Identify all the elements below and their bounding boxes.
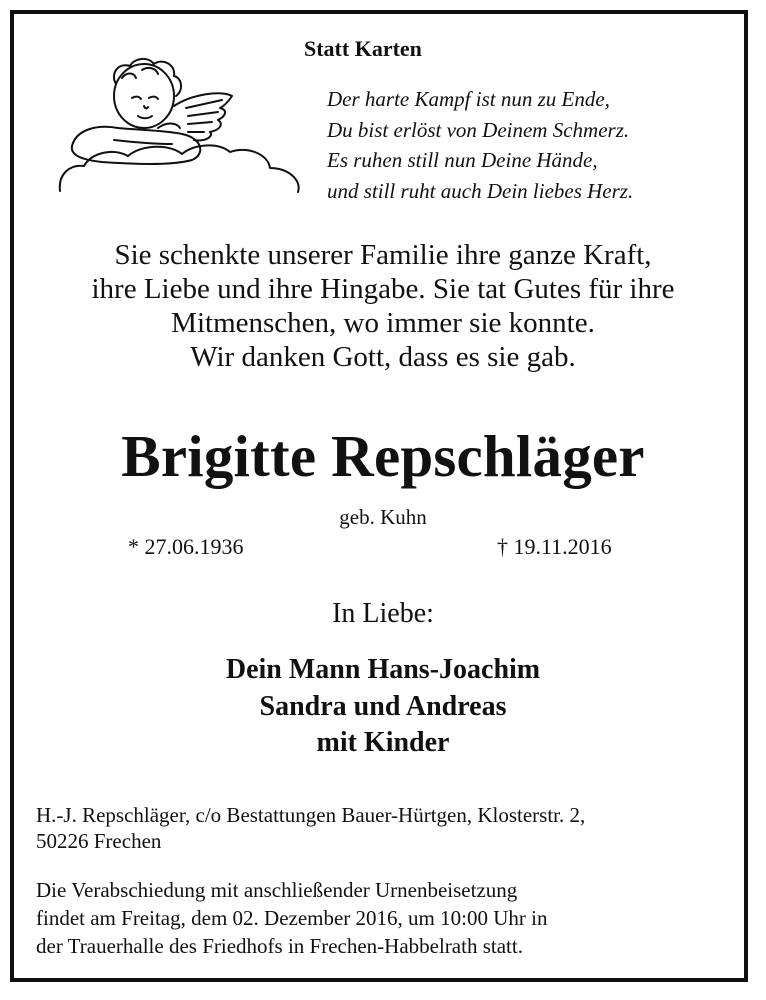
poem [327,84,633,206]
angel-icon [52,56,312,196]
address-line: 50226 Frechen [36,829,162,853]
contact-address [36,802,736,854]
poem-line: Der harte Kampf ist nun zu Ende, [327,87,610,111]
maiden-name: geb. Kuhn [339,505,427,529]
poem-line: und still ruht auch Dein liebes Herz. [327,178,634,203]
header-title: Statt Karten [304,36,422,61]
address-line: H.-J. Repschläger, c/o Bestattungen Bauer-Hürtgen, Klosterstr. 2, [36,803,586,827]
tribute-text [0,238,766,374]
deceased-name: Brigitte Repschläger [121,423,645,489]
ceremony-line: Die Verabschiedung mit anschließender Urnenbeisetzung [36,878,518,902]
tribute-line: Sie schenkte unserer Familie ihre ganze Kraft, [114,239,652,271]
ceremony-line: der Trauerhalle des Friedhofs in Frechen-Habbelrath statt. [36,934,523,958]
family-line: Sandra und Andreas [259,690,507,722]
poem-line: Du bist erlöst von Deinem Schmerz. [327,117,630,142]
tribute-line: ihre Liebe und ihre Hingabe. Sie tat Gutes für ihre [91,273,675,305]
tribute-line: Wir danken Gott, dass es sie gab. [190,341,576,373]
birth-date: * 27.06.1936 [128,534,244,559]
in-love-line: In Liebe: [332,598,434,629]
family-names [0,652,766,762]
family-line: mit Kinder [316,727,450,758]
tribute-line: Mitmenschen, wo immer sie konnte. [171,307,595,339]
ceremony-line: findet am Freitag, dem 02. Dezember 2016, um 10:00 Uhr in [36,906,548,930]
poem-line: Es ruhen still nun Deine Hände, [327,148,598,172]
death-date: † 19.11.2016 [497,534,612,559]
family-line: Dein Mann Hans-Joachim [225,654,541,685]
ceremony-info [36,876,736,960]
